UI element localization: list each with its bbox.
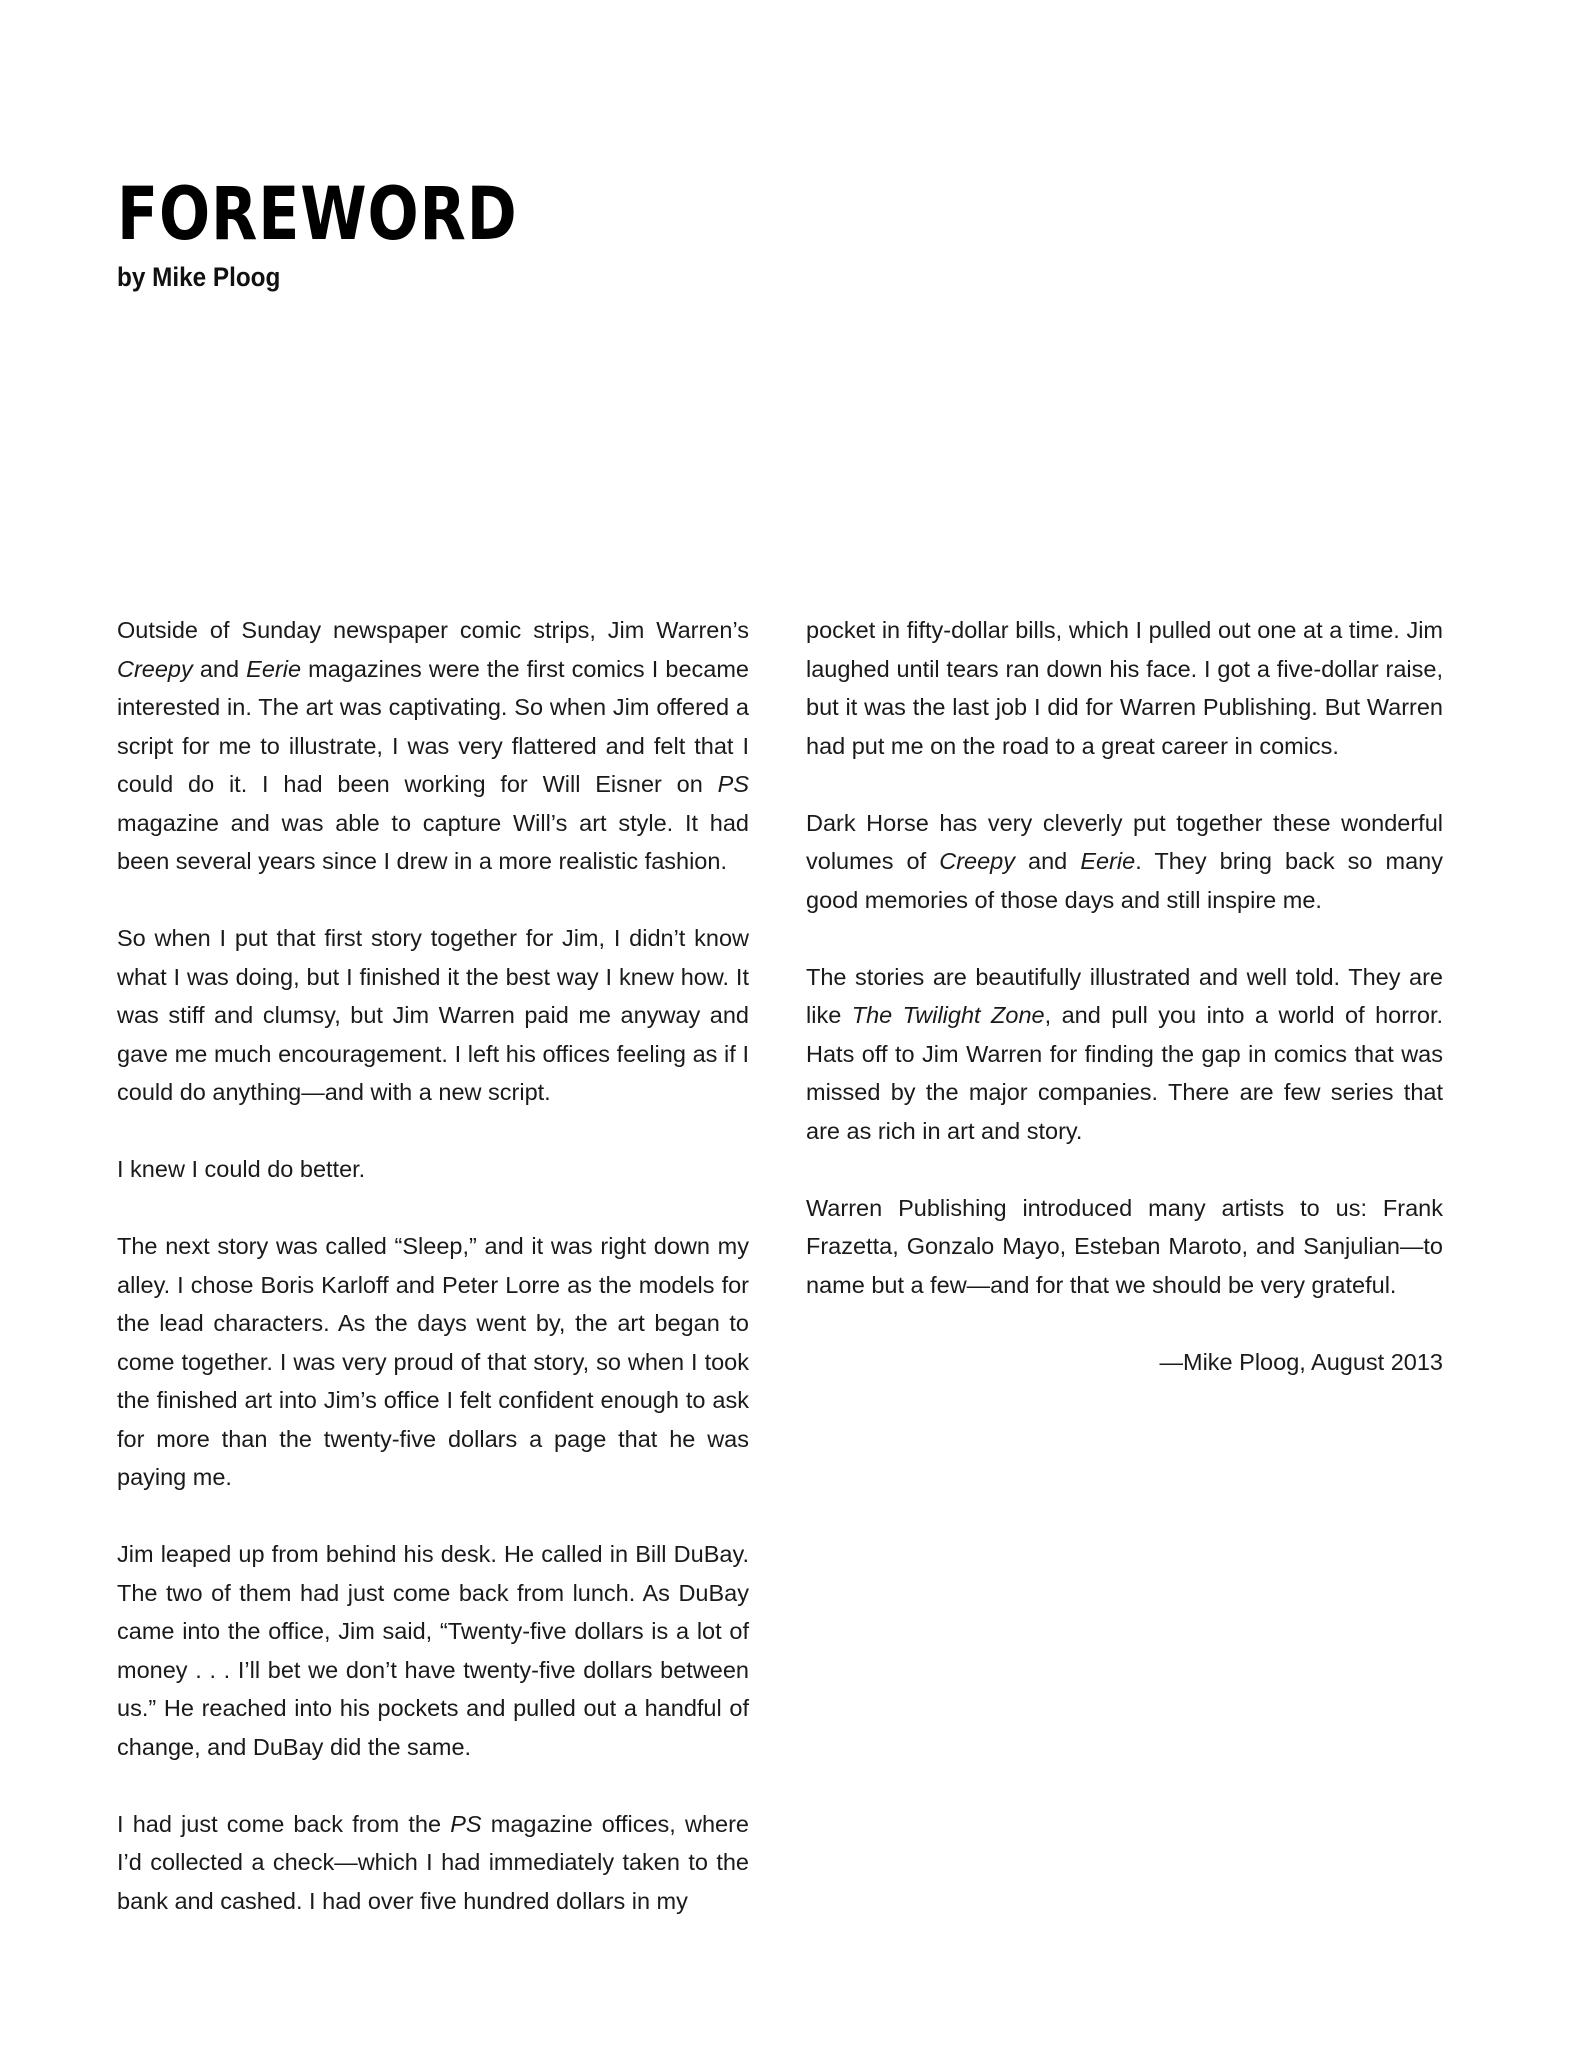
magazine-title-eerie: Eerie: [1080, 848, 1136, 874]
text-run: , and pull you into a world of horror. Hats off to Jim Warren for finding the gap in comics that was missed by the major companies. There are few series that are as rich in art and story.: [806, 1002, 1444, 1144]
magazine-title-ps: PS: [717, 771, 749, 797]
signature: —Mike Ploog, August 2013: [1159, 1348, 1443, 1375]
magazine-title-creepy: Creepy: [939, 848, 1015, 874]
paragraph: [117, 611, 749, 881]
text-run: Dark Horse has very cleverly put together these wonderful volumes of: [806, 809, 1443, 874]
paragraph: [806, 958, 1443, 1151]
paragraph: [117, 1805, 749, 1921]
text-run: and: [192, 655, 247, 682]
paragraph: Warren Publishing introduced many artists to us: Frank Frazetta, Gonzalo Mayo, Esteban Maroto, and Sanjulian—to name but a few—and for that we should be very grateful.: [806, 1194, 1443, 1298]
right-column: [806, 611, 1443, 1381]
page-title: FOREWORD: [117, 170, 518, 258]
paragraph: pocket in fifty-dollar bills, which I pulled out one at a time. Jim laughed until tears ran down his face. I got a five-dollar raise, but it was the last job I did for Warren Publishing. But Warren had put me on the road to a great career in comics.: [806, 617, 1443, 759]
foreword-heading: [117, 172, 583, 293]
magazine-title-creepy: Creepy: [117, 655, 193, 682]
text-run: magazines were the first comics I became interested in. The art was captivating. So when Jim offered a script for me to illustrate, I was very flattered and felt that I could do it. I had been working for Will Eisner on: [117, 655, 749, 797]
text-run: . They bring back so many good memories of those days and still inspire me.: [806, 848, 1443, 913]
left-column: [117, 611, 749, 1920]
magazine-title-ps: PS: [450, 1810, 482, 1837]
text-run: magazine offices, where I’d collected a check—which I had immediately taken to the bank and cashed. I had over five hundred dollars in my: [117, 1810, 749, 1914]
text-run: I had just come back from the: [117, 1810, 451, 1837]
magazine-title-eerie: Eerie: [246, 655, 302, 682]
paragraph: I knew I could do better.: [117, 1156, 366, 1182]
paragraph: Jim leaped up from behind his desk. He called in Bill DuBay. The two of them had just come back from lunch. As DuBay came into the office, Jim said, “Twenty-five dollars is a lot of money . . . I’ll bet we don’t have twenty-five dollars between us.” He reached into his pockets and pulled out a handful of change, and DuBay did the same.: [117, 1541, 749, 1760]
text-run: The stories are beautifully illustrated and well told. They are like: [806, 963, 1443, 1028]
paragraph: So when I put that first story together for Jim, I didn’t know what I was doing, but I finished it the best way I knew how. It was stiff and clumsy, but Jim Warren paid me anyway and gave me much encouragement. I left his offices feeling as if I could do anything—and with a new script.: [117, 925, 749, 1105]
text-run: and: [1014, 848, 1081, 874]
paragraph: [806, 804, 1443, 920]
paragraph: The next story was called “Sleep,” and it was right down my alley. I chose Boris Karloff and Peter Lorre as the models for the lead characters. As the days went by, the art began to come together. I was very proud of that story, so when I took the finished art into Jim’s office I felt confident enough to ask for more than the twenty-five dollars a page that he was paying me.: [117, 1233, 749, 1490]
show-title-twilight-zone: The Twilight Zone: [851, 1002, 1045, 1028]
byline: by Mike Ploog: [117, 262, 281, 292]
text-run: Outside of Sunday newspaper comic strips, Jim Warren’s: [117, 617, 749, 643]
text-run: magazine and was able to capture Will’s art style. It had been several years since I drew in a more realistic fashion.: [117, 809, 749, 874]
